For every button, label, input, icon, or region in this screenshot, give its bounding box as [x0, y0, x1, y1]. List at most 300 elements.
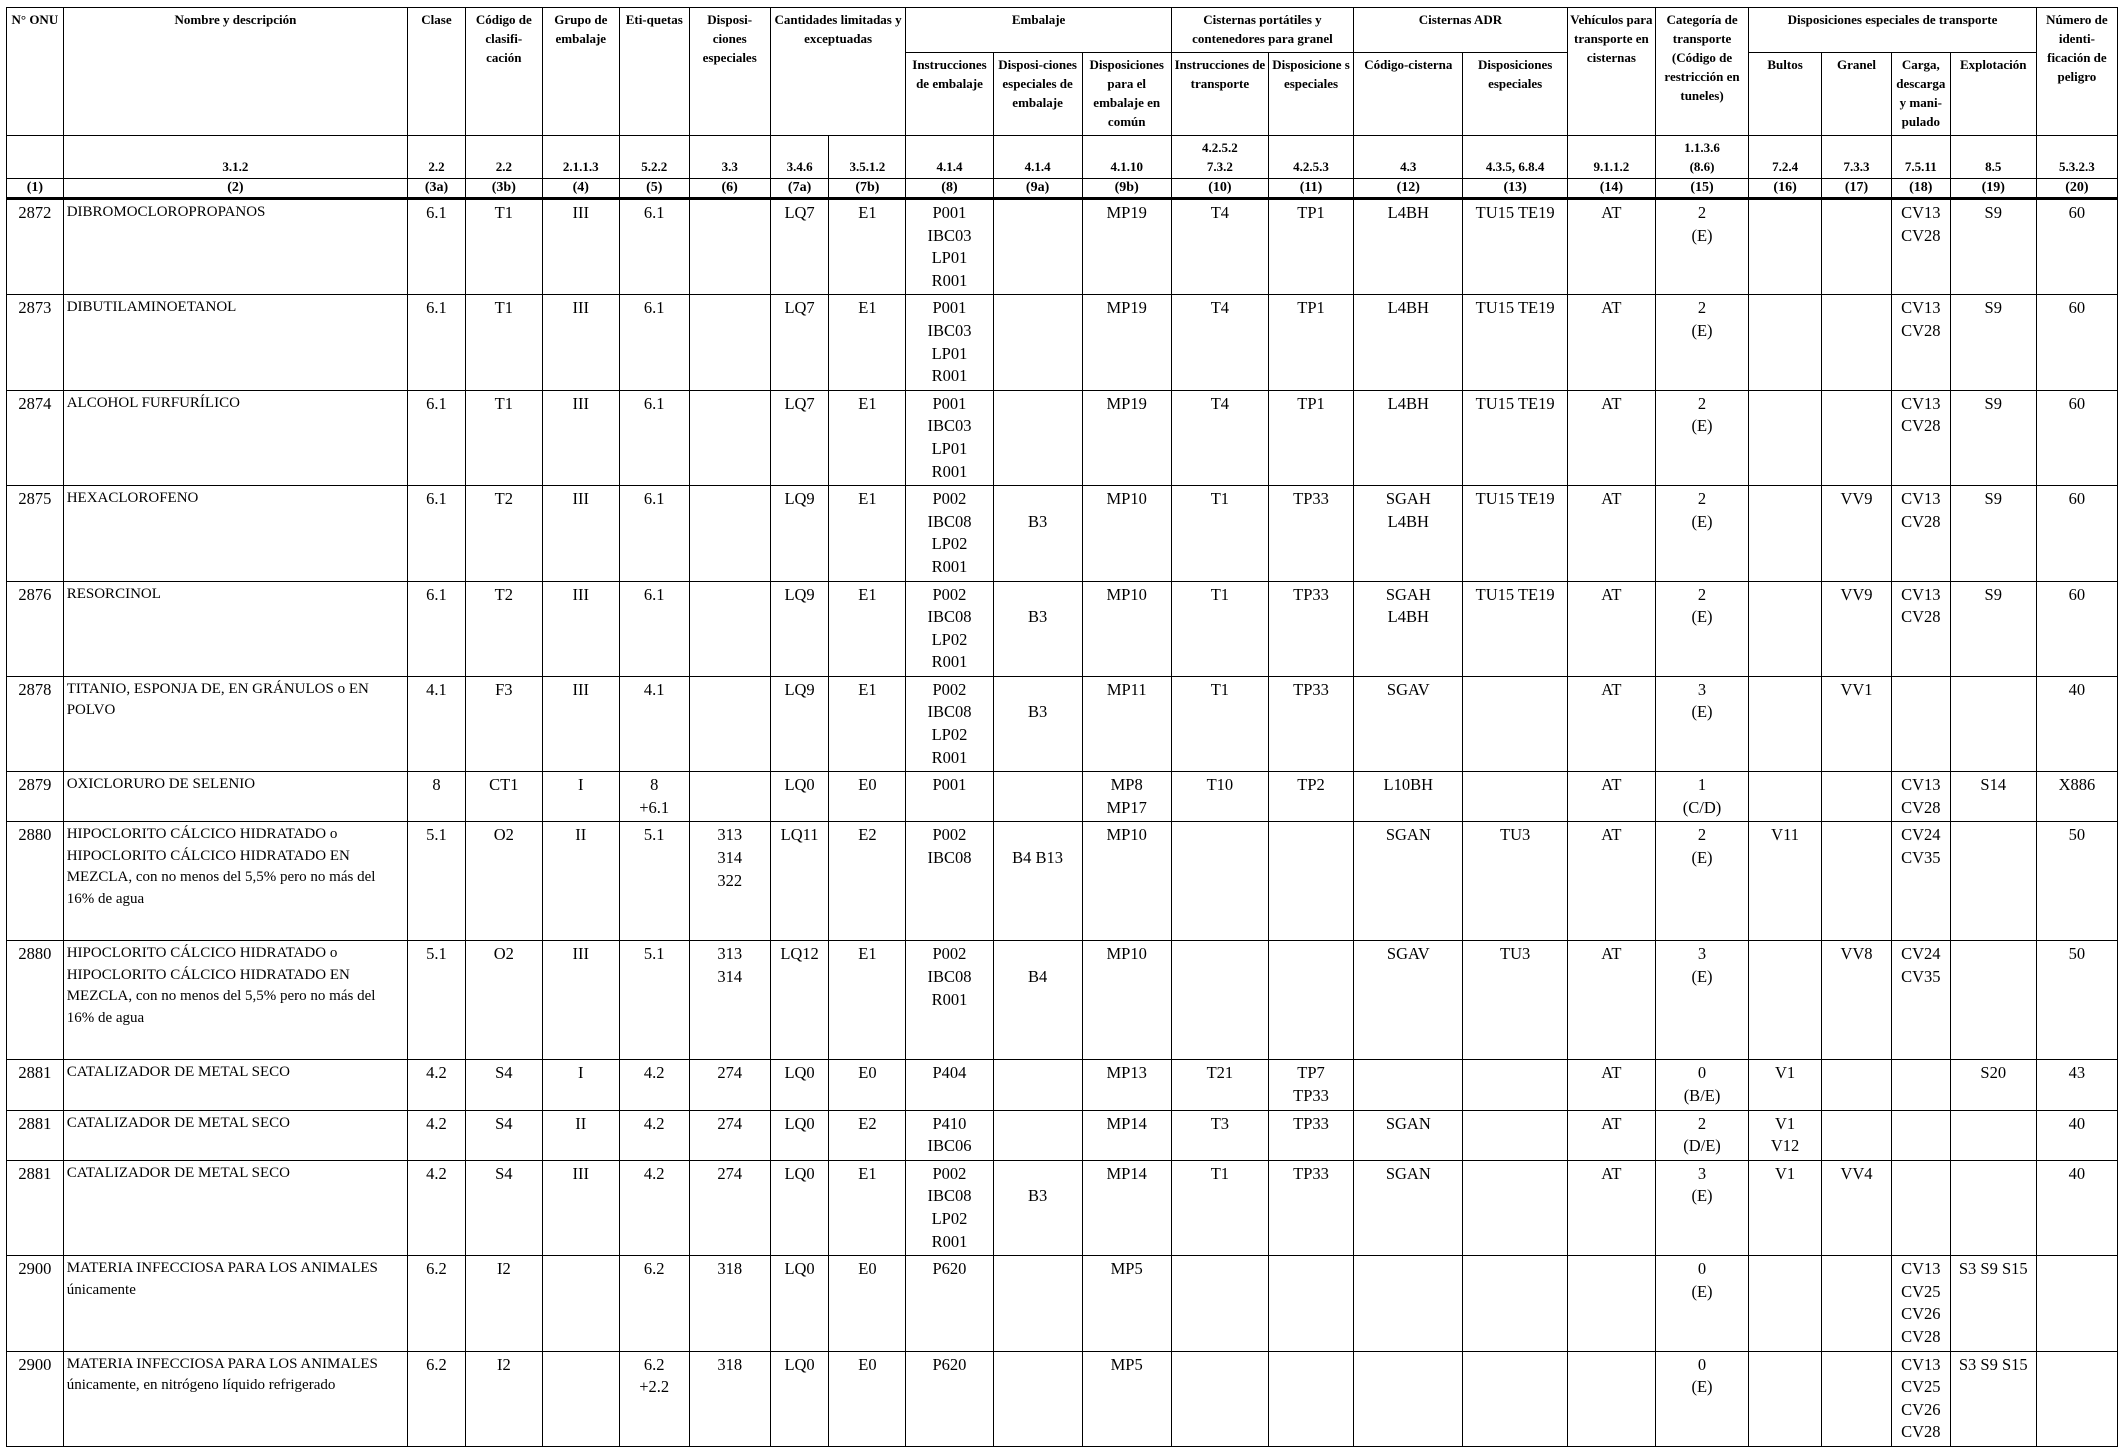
cell-clase: 6.2 — [408, 1256, 466, 1351]
table-row — [7, 581, 2118, 676]
cell-nombre: RESORCINOL — [63, 581, 407, 676]
cell-categoria: 1 (C/D) — [1655, 772, 1748, 822]
cell-granel — [1822, 1110, 1892, 1160]
cell-disposiciones: 274 — [689, 1060, 770, 1110]
cell-instrucciones-embalaje: P001 IBC03 LP01 R001 — [906, 199, 993, 295]
cell-clase: 4.2 — [408, 1160, 466, 1255]
cell-vehiculos: AT — [1567, 941, 1655, 1060]
header-numero-peligro: Número de identi-ficación de peligro — [2036, 8, 2117, 136]
cell-carga: CV24 CV35 — [1891, 822, 1950, 941]
cell-categoria: 0 (E) — [1655, 1351, 1748, 1446]
cell-instrucciones-embalaje: P002 IBC08 LP02 R001 — [906, 486, 993, 581]
column-number-cell: (14) — [1567, 179, 1655, 199]
cell-disp-embalaje-comun: MP14 — [1082, 1110, 1171, 1160]
column-number-cell: (5) — [619, 179, 689, 199]
cell-codigo: T1 — [465, 390, 542, 485]
cell-etiquetas: 6.1 — [619, 199, 689, 295]
cell-disp-embalaje-comun: MP14 — [1082, 1160, 1171, 1255]
ref-cell: 3.1.2 — [63, 136, 407, 179]
header-clase: Clase — [408, 8, 466, 136]
cell-codigo: I2 — [465, 1256, 542, 1351]
cell-eq: E1 — [829, 941, 906, 1060]
cell-etiquetas: 5.1 — [619, 822, 689, 941]
ref-cell: 3.3 — [689, 136, 770, 179]
ref-cell: 5.2.2 — [619, 136, 689, 179]
cell-categoria: 2 (E) — [1655, 486, 1748, 581]
cell-disp-especiales-adr — [1463, 1110, 1567, 1160]
cell-grupo: III — [542, 676, 619, 771]
ref-cell: 4.1.4 — [906, 136, 993, 179]
cell-disp-embalaje — [993, 199, 1082, 295]
cell-grupo: III — [542, 1160, 619, 1255]
table-row — [7, 772, 2118, 822]
cell-etiquetas: 6.1 — [619, 295, 689, 390]
header-disp-especiales: Disposicione s especiales — [1269, 53, 1354, 136]
cell-codigo-cisterna: L4BH — [1354, 390, 1463, 485]
cell-explotacion: S9 — [1950, 390, 2036, 485]
cell-eq: E1 — [829, 486, 906, 581]
cell-nombre: TITANIO, ESPONJA DE, EN GRÁNULOS o EN POLVO — [63, 676, 407, 771]
cell-numero-peligro: 60 — [2036, 486, 2117, 581]
cell-eq: E1 — [829, 390, 906, 485]
cell-vehiculos: AT — [1567, 1160, 1655, 1255]
cell-codigo: T2 — [465, 486, 542, 581]
header-cantidades: Cantidades limitadas y exceptuadas — [770, 8, 906, 136]
cell-eq: E1 — [829, 581, 906, 676]
cell-instrucciones-embalaje: P001 IBC03 LP01 R001 — [906, 295, 993, 390]
cell-granel: VV1 — [1822, 676, 1892, 771]
cell-eq: E1 — [829, 199, 906, 295]
cell-bultos — [1749, 941, 1822, 1060]
cell-nombre: DIBROMOCLOROPROPANOS — [63, 199, 407, 295]
column-number-cell: (18) — [1891, 179, 1950, 199]
cell-disposiciones: 274 — [689, 1160, 770, 1255]
column-number-cell: (12) — [1354, 179, 1463, 199]
cell-categoria: 3 (E) — [1655, 941, 1748, 1060]
cell-carga — [1891, 676, 1950, 771]
cell-instrucciones-transporte: T4 — [1171, 390, 1268, 485]
cell-vehiculos — [1567, 1256, 1655, 1351]
cell-codigo-cisterna — [1354, 1256, 1463, 1351]
cell-categoria: 3 (E) — [1655, 676, 1748, 771]
table-row — [7, 1160, 2118, 1255]
cell-etiquetas: 4.2 — [619, 1060, 689, 1110]
cell-explotacion: S9 — [1950, 581, 2036, 676]
cell-nombre: HIPOCLORITO CÁLCICO HIDRATADO o HIPOCLORITO CÁLCICO HIDRATADO EN MEZCLA, con no menos del 5,5% pero no más del 16% de agua — [63, 822, 407, 941]
cell-disp-especiales — [1269, 822, 1354, 941]
header-disp-transporte: Disposiciones especiales de transporte — [1749, 8, 2037, 53]
cell-granel: VV8 — [1822, 941, 1892, 1060]
cell-instrucciones-transporte: T4 — [1171, 199, 1268, 295]
cell-disp-embalaje-comun: MP10 — [1082, 941, 1171, 1060]
column-number-cell: (17) — [1822, 179, 1892, 199]
cell-instrucciones-embalaje: P002 IBC08 LP02 R001 — [906, 581, 993, 676]
cell-disp-especiales-adr — [1463, 772, 1567, 822]
cell-lq: LQ7 — [770, 295, 829, 390]
cell-onu: 2878 — [7, 676, 64, 771]
column-number-cell: (3a) — [408, 179, 466, 199]
cell-granel — [1822, 1351, 1892, 1446]
cell-bultos — [1749, 581, 1822, 676]
cell-explotacion: S20 — [1950, 1060, 2036, 1110]
cell-onu: 2881 — [7, 1160, 64, 1255]
cell-instrucciones-transporte: T1 — [1171, 581, 1268, 676]
adr-dangerous-goods-table — [6, 7, 2118, 1447]
cell-bultos: V1 V12 — [1749, 1110, 1822, 1160]
cell-vehiculos: AT — [1567, 486, 1655, 581]
cell-disposiciones: 318 — [689, 1351, 770, 1446]
header-categoria: Categoría de transporte (Código de restricción en tuneles) — [1655, 8, 1748, 136]
cell-carga: CV13 CV28 — [1891, 390, 1950, 485]
cell-disp-especiales-adr — [1463, 1160, 1567, 1255]
cell-disposiciones: 274 — [689, 1110, 770, 1160]
ref-cell-onu — [7, 136, 64, 179]
cell-instrucciones-transporte: T1 — [1171, 486, 1268, 581]
cell-lq: LQ0 — [770, 1060, 829, 1110]
cell-disposiciones — [689, 295, 770, 390]
cell-disp-embalaje-comun: MP11 — [1082, 676, 1171, 771]
cell-disposiciones — [689, 676, 770, 771]
cell-clase: 4.2 — [408, 1110, 466, 1160]
header-codigo: Código de clasifi-cación — [465, 8, 542, 136]
cell-onu: 2880 — [7, 822, 64, 941]
cell-grupo: III — [542, 486, 619, 581]
cell-vehiculos: AT — [1567, 676, 1655, 771]
cell-nombre: HIPOCLORITO CÁLCICO HIDRATADO o HIPOCLORITO CÁLCICO HIDRATADO EN MEZCLA, con no menos del 5,5% pero no más del 16% de agua — [63, 941, 407, 1060]
cell-categoria: 2 (E) — [1655, 199, 1748, 295]
cell-clase: 6.1 — [408, 295, 466, 390]
cell-onu: 2881 — [7, 1110, 64, 1160]
cell-explotacion — [1950, 822, 2036, 941]
cell-disp-especiales-adr: TU15 TE19 — [1463, 390, 1567, 485]
cell-onu: 2874 — [7, 390, 64, 485]
cell-etiquetas: 8 +6.1 — [619, 772, 689, 822]
cell-codigo-cisterna: L4BH — [1354, 295, 1463, 390]
header-explotacion: Explotación — [1950, 53, 2036, 136]
cell-granel — [1822, 822, 1892, 941]
cell-carga — [1891, 1110, 1950, 1160]
cell-grupo: I — [542, 1060, 619, 1110]
cell-carga: CV24 CV35 — [1891, 941, 1950, 1060]
cell-explotacion — [1950, 1110, 2036, 1160]
cell-bultos: V1 — [1749, 1060, 1822, 1110]
ref-cell: 4.2.5.3 — [1269, 136, 1354, 179]
cell-instrucciones-embalaje: P410 IBC06 — [906, 1110, 993, 1160]
cell-codigo-cisterna: SGAV — [1354, 941, 1463, 1060]
cell-disp-especiales — [1269, 941, 1354, 1060]
header-onu: N° ONU — [7, 8, 64, 136]
cell-grupo: III — [542, 581, 619, 676]
cell-numero-peligro: X886 — [2036, 772, 2117, 822]
cell-disp-embalaje: B4 — [993, 941, 1082, 1060]
header-codigo-cisterna: Código-cisterna — [1354, 53, 1463, 136]
column-number-cell: (7a) — [770, 179, 829, 199]
column-number-cell: (16) — [1749, 179, 1822, 199]
cell-disp-especiales-adr: TU3 — [1463, 822, 1567, 941]
cell-disp-embalaje-comun: MP10 — [1082, 581, 1171, 676]
cell-codigo-cisterna: SGAH L4BH — [1354, 581, 1463, 676]
ref-cell: 3.5.1.2 — [829, 136, 906, 179]
ref-cell: 7.3.3 — [1822, 136, 1892, 179]
cell-disp-embalaje-comun: MP19 — [1082, 295, 1171, 390]
ref-cell: 5.3.2.3 — [2036, 136, 2117, 179]
column-number-cell: (20) — [2036, 179, 2117, 199]
cell-categoria: 0 (E) — [1655, 1256, 1748, 1351]
cell-granel — [1822, 390, 1892, 485]
cell-disp-embalaje-comun: MP10 — [1082, 822, 1171, 941]
cell-codigo: T2 — [465, 581, 542, 676]
cell-grupo — [542, 1256, 619, 1351]
cell-disp-especiales — [1269, 1256, 1354, 1351]
cell-codigo: S4 — [465, 1110, 542, 1160]
ref-cell: 9.1.1.2 — [1567, 136, 1655, 179]
cell-numero-peligro: 60 — [2036, 295, 2117, 390]
table-row — [7, 1351, 2118, 1446]
cell-etiquetas: 6.1 — [619, 581, 689, 676]
cell-numero-peligro: 40 — [2036, 1110, 2117, 1160]
cell-etiquetas: 4.1 — [619, 676, 689, 771]
cell-etiquetas: 6.2 — [619, 1256, 689, 1351]
header-vehiculos: Vehículos para transporte en cisternas — [1567, 8, 1655, 136]
cell-disp-embalaje — [993, 1351, 1082, 1446]
header-cisternas-portatiles: Cisternas portátiles y contenedores para granel — [1171, 8, 1353, 53]
cell-instrucciones-transporte — [1171, 822, 1268, 941]
cell-instrucciones-embalaje: P001 — [906, 772, 993, 822]
column-number-cell: (1) — [7, 179, 64, 199]
cell-onu: 2881 — [7, 1060, 64, 1110]
cell-instrucciones-embalaje: P620 — [906, 1351, 993, 1446]
cell-clase: 5.1 — [408, 822, 466, 941]
cell-carga — [1891, 1160, 1950, 1255]
cell-bultos — [1749, 772, 1822, 822]
cell-numero-peligro: 40 — [2036, 1160, 2117, 1255]
cell-explotacion: S9 — [1950, 295, 2036, 390]
cell-granel — [1822, 1060, 1892, 1110]
column-number-cell: (9a) — [993, 179, 1082, 199]
cell-numero-peligro: 50 — [2036, 822, 2117, 941]
cell-disp-especiales: TP33 — [1269, 1160, 1354, 1255]
cell-instrucciones-transporte: T1 — [1171, 676, 1268, 771]
column-number-cell: (4) — [542, 179, 619, 199]
header-row-column-numbers — [7, 179, 2118, 199]
column-number-cell: (13) — [1463, 179, 1567, 199]
cell-bultos — [1749, 295, 1822, 390]
cell-disp-embalaje: B3 — [993, 486, 1082, 581]
cell-codigo-cisterna — [1354, 1351, 1463, 1446]
cell-clase: 6.1 — [408, 486, 466, 581]
cell-codigo: T1 — [465, 199, 542, 295]
ref-cell: 7.2.4 — [1749, 136, 1822, 179]
column-number-cell: (6) — [689, 179, 770, 199]
cell-disp-especiales: TP1 — [1269, 295, 1354, 390]
cell-grupo: III — [542, 199, 619, 295]
cell-codigo: S4 — [465, 1060, 542, 1110]
cell-carga: CV13 CV28 — [1891, 581, 1950, 676]
header-grupo: Grupo de embalaje — [542, 8, 619, 136]
cell-disposiciones — [689, 581, 770, 676]
cell-nombre: HEXACLOROFENO — [63, 486, 407, 581]
cell-nombre: OXICLORURO DE SELENIO — [63, 772, 407, 822]
ref-cell: 4.2.5.2 7.3.2 — [1171, 136, 1268, 179]
cell-lq: LQ0 — [770, 1256, 829, 1351]
cell-onu: 2873 — [7, 295, 64, 390]
cell-eq: E1 — [829, 676, 906, 771]
cell-bultos: V11 — [1749, 822, 1822, 941]
cell-onu: 2880 — [7, 941, 64, 1060]
ref-cell: 3.4.6 — [770, 136, 829, 179]
cell-disp-especiales: TP1 — [1269, 199, 1354, 295]
cell-carga: CV13 CV28 — [1891, 295, 1950, 390]
cell-instrucciones-transporte — [1171, 941, 1268, 1060]
cell-instrucciones-transporte — [1171, 1256, 1268, 1351]
header-disp-embalaje-comun: Disposiciones para el embalaje en común — [1082, 53, 1171, 136]
cell-disp-embalaje: B4 B13 — [993, 822, 1082, 941]
cell-carga: CV13 CV28 — [1891, 199, 1950, 295]
cell-numero-peligro: 43 — [2036, 1060, 2117, 1110]
cell-clase: 6.1 — [408, 390, 466, 485]
cell-eq: E0 — [829, 1060, 906, 1110]
cell-vehiculos: AT — [1567, 390, 1655, 485]
cell-etiquetas: 6.1 — [619, 390, 689, 485]
cell-grupo: III — [542, 295, 619, 390]
cell-disp-embalaje: B3 — [993, 581, 1082, 676]
cell-instrucciones-embalaje: P001 IBC03 LP01 R001 — [906, 390, 993, 485]
column-number-cell: (9b) — [1082, 179, 1171, 199]
cell-clase: 8 — [408, 772, 466, 822]
cell-carga: CV13 CV28 — [1891, 486, 1950, 581]
cell-explotacion: S3 S9 S15 — [1950, 1256, 2036, 1351]
cell-grupo: II — [542, 822, 619, 941]
ref-cell: 2.2 — [465, 136, 542, 179]
cell-eq: E0 — [829, 772, 906, 822]
header-row-titles — [7, 8, 2118, 53]
cell-nombre: CATALIZADOR DE METAL SECO — [63, 1060, 407, 1110]
cell-codigo: F3 — [465, 676, 542, 771]
cell-carga: CV13 CV28 — [1891, 772, 1950, 822]
cell-vehiculos: AT — [1567, 581, 1655, 676]
cell-onu: 2879 — [7, 772, 64, 822]
cell-onu: 2872 — [7, 199, 64, 295]
cell-disp-embalaje — [993, 295, 1082, 390]
cell-disposiciones: 318 — [689, 1256, 770, 1351]
header-nombre: Nombre y descripción — [63, 8, 407, 136]
cell-numero-peligro: 60 — [2036, 390, 2117, 485]
cell-categoria: 3 (E) — [1655, 1160, 1748, 1255]
cell-granel: VV9 — [1822, 486, 1892, 581]
cell-codigo-cisterna — [1354, 1060, 1463, 1110]
cell-clase: 6.2 — [408, 1351, 466, 1446]
cell-granel — [1822, 295, 1892, 390]
cell-instrucciones-transporte: T1 — [1171, 1160, 1268, 1255]
column-number-cell: (10) — [1171, 179, 1268, 199]
cell-lq: LQ9 — [770, 676, 829, 771]
ref-cell: 4.1.4 — [993, 136, 1082, 179]
header-embalaje: Embalaje — [906, 8, 1171, 53]
column-number-cell: (7b) — [829, 179, 906, 199]
cell-disp-especiales: TP33 — [1269, 581, 1354, 676]
cell-grupo: III — [542, 390, 619, 485]
cell-granel — [1822, 1256, 1892, 1351]
table-row — [7, 199, 2118, 295]
cell-grupo: III — [542, 941, 619, 1060]
header-carga: Carga, descarga y mani-pulado — [1891, 53, 1950, 136]
cell-onu: 2876 — [7, 581, 64, 676]
cell-disp-embalaje-comun: MP13 — [1082, 1060, 1171, 1110]
header-disp-embalaje: Disposi-ciones especiales de embalaje — [993, 53, 1082, 136]
cell-clase: 4.2 — [408, 1060, 466, 1110]
ref-cell: 4.3 — [1354, 136, 1463, 179]
cell-codigo-cisterna: SGAV — [1354, 676, 1463, 771]
cell-bultos — [1749, 1351, 1822, 1446]
cell-disposiciones — [689, 772, 770, 822]
cell-etiquetas: 4.2 — [619, 1160, 689, 1255]
cell-explotacion: S3 S9 S15 — [1950, 1351, 2036, 1446]
cell-vehiculos: AT — [1567, 199, 1655, 295]
ref-cell: 7.5.11 — [1891, 136, 1950, 179]
cell-eq: E1 — [829, 295, 906, 390]
cell-disposiciones: 313 314 — [689, 941, 770, 1060]
header-disp-especiales-adr: Disposiciones especiales — [1463, 53, 1567, 136]
table-body — [7, 199, 2118, 1447]
cell-numero-peligro — [2036, 1256, 2117, 1351]
cell-nombre: CATALIZADOR DE METAL SECO — [63, 1110, 407, 1160]
cell-vehiculos — [1567, 1351, 1655, 1446]
cell-bultos — [1749, 676, 1822, 771]
cell-disp-embalaje: B3 — [993, 1160, 1082, 1255]
cell-instrucciones-embalaje: P620 — [906, 1256, 993, 1351]
table-row — [7, 1110, 2118, 1160]
cell-disp-especiales: TP33 — [1269, 486, 1354, 581]
cell-explotacion: S9 — [1950, 486, 2036, 581]
cell-nombre: CATALIZADOR DE METAL SECO — [63, 1160, 407, 1255]
cell-instrucciones-embalaje: P002 IBC08 LP02 R001 — [906, 1160, 993, 1255]
cell-codigo-cisterna: SGAH L4BH — [1354, 486, 1463, 581]
header-granel: Granel — [1822, 53, 1892, 136]
cell-eq: E0 — [829, 1256, 906, 1351]
header-instrucciones-embalaje: Instrucciones de embalaje — [906, 53, 993, 136]
cell-onu: 2875 — [7, 486, 64, 581]
cell-disp-embalaje — [993, 1110, 1082, 1160]
cell-disp-especiales: TP2 — [1269, 772, 1354, 822]
cell-disp-embalaje — [993, 390, 1082, 485]
cell-categoria: 0 (B/E) — [1655, 1060, 1748, 1110]
cell-instrucciones-embalaje: P002 IBC08 — [906, 822, 993, 941]
cell-disp-especiales-adr — [1463, 1060, 1567, 1110]
cell-instrucciones-transporte: T10 — [1171, 772, 1268, 822]
cell-clase: 4.1 — [408, 676, 466, 771]
header-instrucciones-transporte: Instrucciones de transporte — [1171, 53, 1268, 136]
table-row — [7, 486, 2118, 581]
cell-explotacion: S9 — [1950, 199, 2036, 295]
cell-vehiculos: AT — [1567, 822, 1655, 941]
cell-codigo-cisterna: SGAN — [1354, 1160, 1463, 1255]
table-row — [7, 390, 2118, 485]
cell-disp-embalaje-comun: MP5 — [1082, 1256, 1171, 1351]
cell-clase: 6.1 — [408, 581, 466, 676]
table-row — [7, 822, 2118, 941]
cell-eq: E2 — [829, 822, 906, 941]
cell-disp-especiales-adr: TU15 TE19 — [1463, 486, 1567, 581]
cell-explotacion — [1950, 676, 2036, 771]
cell-codigo: O2 — [465, 822, 542, 941]
table-row — [7, 1256, 2118, 1351]
cell-disp-embalaje: B3 — [993, 676, 1082, 771]
table-row — [7, 295, 2118, 390]
cell-categoria: 2 (E) — [1655, 822, 1748, 941]
cell-etiquetas: 5.1 — [619, 941, 689, 1060]
cell-granel — [1822, 199, 1892, 295]
column-number-cell: (15) — [1655, 179, 1748, 199]
